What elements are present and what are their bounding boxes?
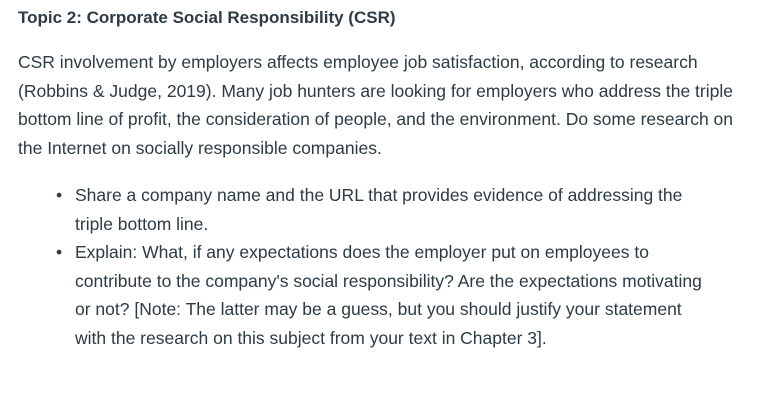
- bullet-icon: •: [56, 185, 63, 205]
- list-item-text: Explain: What, if any expectations does the employer put on employees to contribute to the company's social responsibility? Are the expectations motivating or not? [Note: The latter may be a guess, but you should justify your statement with the research on this subject from your text in Chapter 3].: [75, 242, 702, 348]
- topic-heading: Topic 2: Corporate Social Responsibility (CSR): [18, 8, 396, 27]
- task-list: [18, 181, 754, 352]
- list-item-text: Share a company name and the URL that provides evidence of addressing the triple bottom line.: [75, 185, 683, 234]
- bullet-icon: •: [56, 242, 63, 262]
- intro-paragraph: CSR involvement by employers affects employee job satisfaction, according to research (Robbins & Judge, 2019). Many job hunters are looking for employers who address the triple bottom line of profit, the consideration of people, and the environment. Do some research on the Internet on socially responsible companies.: [18, 52, 734, 158]
- list-item: [56, 181, 754, 238]
- list-item: [56, 238, 754, 352]
